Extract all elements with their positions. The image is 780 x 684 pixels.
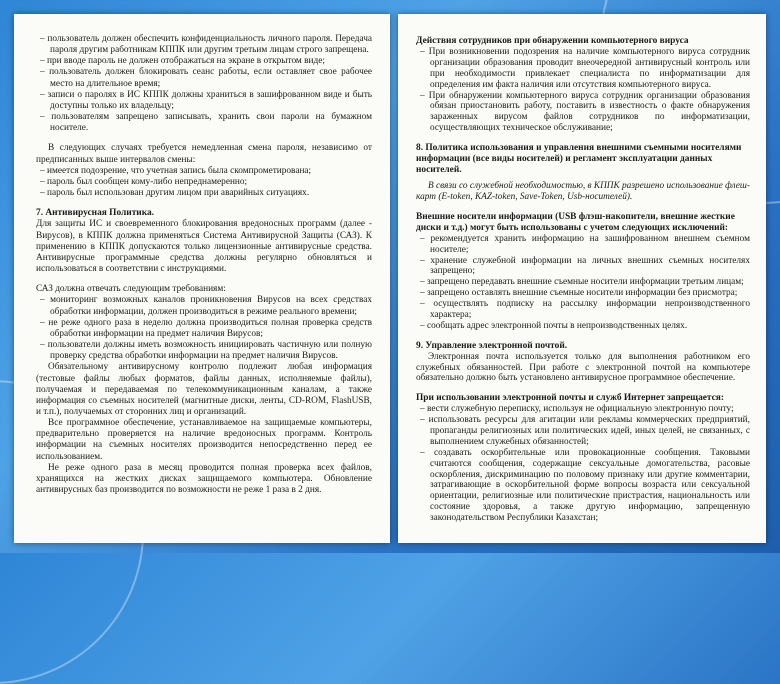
list-item: – записи о паролях в ИС КППК должны храниться в зашифрованном виде и быть доступны только их владельцу; xyxy=(36,90,372,112)
list-item: – пароль был сообщен кому-либо непреднамеренно; xyxy=(36,177,372,188)
document-page-right xyxy=(398,14,766,543)
saz-requirements-list xyxy=(36,295,372,362)
section-8-heading: 8. Политика использования и управления внешними съемными носителями информации (все виды носителей) и регламент эксплуатации данных носителей. xyxy=(416,143,742,175)
software-check-paragraph: Все программное обеспечение, устанавливаемое на защищаемые компьютеры, предварительно проверяется на наличие вредоносных программ. Контроль информации на съемных носителях производится непосредственно перед ее использованием. xyxy=(36,418,372,462)
section-7-heading: 7. Антивирусная Политика. xyxy=(36,208,154,219)
password-change-intro: В следующих случаях требуется немедленная смена пароля, независимо от предписанных выше интервалов смены: xyxy=(36,143,372,165)
list-item: – не реже одного раза в неделю должна производиться полная проверка средств обработки информации на предмет наличия Вирусов; xyxy=(36,318,372,340)
antivirus-control-paragraph: Обязательному антивирусному контролю подлежит любая информация (тестовые файлы любых форматов, файлы данных, исполняемые файлы), получаемая и передаваемая по телекоммуникационным каналам, а также информация со съемных носителей (магнитные диски, ленты, CD-ROM, FlashUSB, и т.п.), получаемых от сторонних лиц и организаций. xyxy=(36,362,372,417)
internet-prohibitions-list xyxy=(416,404,750,524)
list-item: – сообщать адрес электронной почты в непроизводственных целях. xyxy=(416,321,750,332)
list-item: – запрещено передавать внешние съемные носители информации третьим лицам; xyxy=(416,277,750,288)
list-item: – при вводе пароль не должен отображаться на экране в открытом виде; xyxy=(36,56,372,67)
password-rules-list xyxy=(36,34,372,134)
list-item: – осуществлять подписку на рассылку информации непроизводственного характера; xyxy=(416,299,750,321)
list-item: – создавать оскорбительные или провокационные сообщения. Таковыми считаются сообщения, содержащие сексуальные домогательства, расовые оскорбления, дискриминацию по половому признаку или другие комментарии, затрагивающие в оскорбительной форме вопросы возраста или сексуальной ориентации, религиозные или политические пристрастия, национальность или состояние здоровья, а также другую информацию, запрещенную законодательством Республики Казахстан; xyxy=(416,448,750,524)
virus-actions-list xyxy=(416,47,750,134)
monthly-scan-paragraph: Не реже одного раза в месяц проводится полная проверка всех файлов, хранящихся на жестких дисках защищаемого компьютера. Обновление антивирусных баз производится по возможности не реже 1 раза в 2 дня. xyxy=(36,462,372,496)
password-change-list xyxy=(36,166,372,199)
list-item: – пароль был использован другим лицом при аварийных ситуациях. xyxy=(36,188,372,199)
list-item: – При возникновении подозрения на наличие компьютерного вируса сотрудник организации образования проводит внеочередной антивирусный контроль или при необходимости привлекает специалиста по информатизации для определения им факта наличия или отсутствия компьютерного вируса. xyxy=(416,47,750,91)
virus-actions-heading: Действия сотрудников при обнаружении компьютерного вируса xyxy=(416,36,689,46)
section-8-text: В связи со служебной необходимостью, в КППК разрешено использование флеш-карт (E-token, KAZ-token, Save-Token, Usb-носителей). xyxy=(416,181,750,202)
list-item: – хранение служебной информации на личных внешних съемных носителях запрещено; xyxy=(416,256,750,278)
section-9-text: Электронная почта используется только для выполнения работником его служебных обязанностей. При работе с электронной почтой на компьютере обязательно должно быть установлено антивирусное программное обеспечение. xyxy=(416,351,750,384)
document-page-left xyxy=(14,14,390,543)
list-item: – имеется подозрение, что учетная запись была скомпрометирована; xyxy=(36,166,372,177)
section-7-text: Для защиты ИС и своевременного блокирования вредоносных программ (далее - Вирусов), в КППК должна применяться Система Антивирусной Защиты (САЗ). К применению в КППК допускаются только лицензионные антивирусные средства. Антивирусные программные средства должны регулярно обновляться и использоваться в соответствии с инструкциями. xyxy=(36,219,372,275)
list-item: – При обнаружении компьютерного вируса сотрудник организации образования обязан приостановить работу, поставить в известность о факте обнаружения зараженных вирусом файлов сотрудников по информатизации, осуществляющих техническое обслуживание; xyxy=(416,91,750,135)
list-item: – использовать ресурсы для агитации или рекламы коммерческих предприятий, пропаганды религиозных или политических идей, иных целей, не связанных, с выполнением служебных обязанностей; xyxy=(416,415,750,448)
list-item: – вести служебную переписку, используя не официальную электронную почту; xyxy=(416,404,750,415)
usb-exceptions-list xyxy=(416,234,750,332)
list-item: – пользователи должны иметь возможность инициировать частичную или полную проверку средства обработки информации на предмет наличия Вирусов. xyxy=(36,340,372,362)
list-item: – рекомендуется хранить информацию на зашифрованном внешнем съемном носителе; xyxy=(416,234,750,256)
internet-prohibitions-heading: При использовании электронной почты и служб Интернет запрещается: xyxy=(416,393,724,404)
list-item: – запрещено оставлять внешние съемные носители информации без присмотра; xyxy=(416,288,750,299)
saz-requirements-intro: САЗ должна отвечать следующим требованиям: xyxy=(36,284,226,295)
list-item: – пользователь должен обеспечить конфиденциальность личного пароля. Передача пароля другим работникам КППК или другим третьим лицам строго запрещена. xyxy=(36,34,372,56)
list-item: – пользователям запрещено записывать, хранить свои пароли на бумажном носителе. xyxy=(36,112,372,134)
usb-exceptions-heading: Внешние носители информации (USB флэш-накопители, внешние жесткие диски и т.д.) могут быть использованы с учетом следующих исключений: xyxy=(416,211,735,233)
list-item: – пользователь должен блокировать сеанс работы, если оставляет свое рабочее место на длительное время; xyxy=(36,67,372,89)
section-9-heading: 9. Управление электронной почтой. xyxy=(416,340,568,351)
list-item: – мониторинг возможных каналов проникновения Вирусов на всех средствах обработки информации, должен производиться в режиме реального времени; xyxy=(36,295,372,317)
